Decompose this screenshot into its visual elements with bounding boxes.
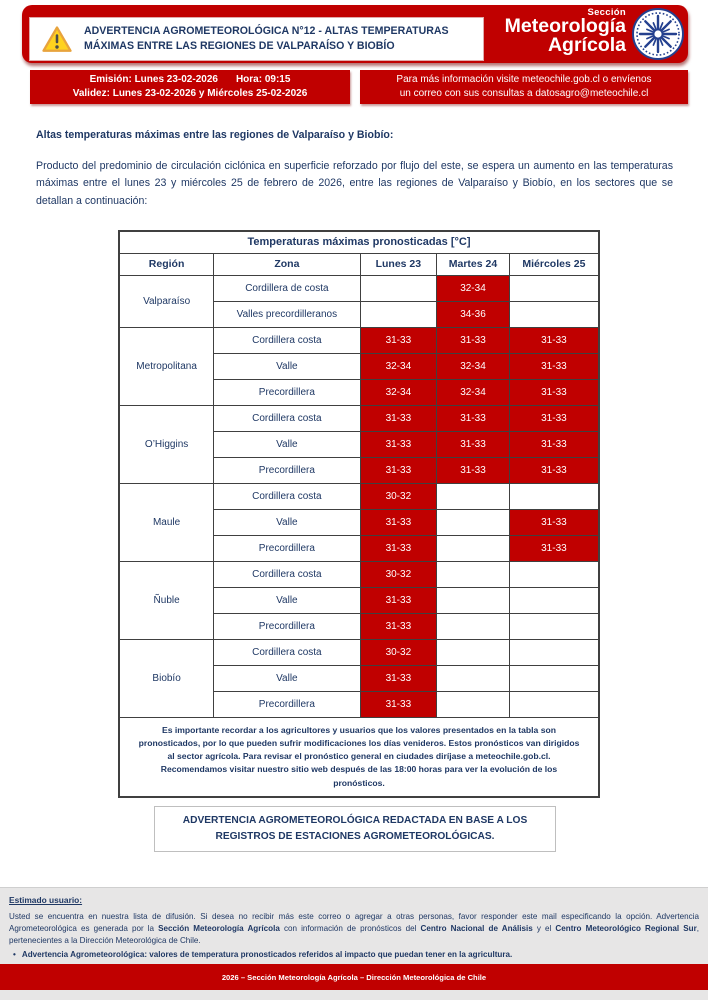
- col-header-martes: Martes 24: [437, 253, 510, 275]
- zona-cell: Valle: [214, 587, 360, 613]
- temp-cell: 31-33: [509, 431, 599, 457]
- footer-paragraph-part: , pertenecientes a la Dirección Meteorológica de Chile.: [9, 923, 700, 945]
- temp-cell: 31-33: [360, 457, 437, 483]
- header-banner: [22, 5, 688, 63]
- temp-cell: [509, 587, 599, 613]
- temp-cell: 32-34: [360, 353, 437, 379]
- emission-line: [30, 73, 350, 87]
- body-paragraph: Producto del predominio de circulación ciclónica en superficie reforzado por flujo del este, se espera un aumento en las temperaturas máximas entre el lunes 23 y miércoles 25 de febrero de 2026, entre las regiones de Valparaíso y Biobío, en los sectores que se detallan a continuación:: [36, 160, 673, 207]
- footer-bullet-item: [9, 950, 699, 959]
- advertencia-note-box: ADVERTENCIA AGROMETEOROLÓGICA REDACTADA EN BASE A LOS REGISTROS DE ESTACIONES AGROMETEOROLÓGICAS.: [154, 806, 556, 852]
- temp-cell: 32-34: [437, 353, 510, 379]
- contact-info-line1: Para más información visite meteochile.gob.cl o envíenos: [396, 74, 652, 85]
- contact-info-line2: un correo con sus consultas a datosagro@meteochile.cl: [399, 88, 649, 99]
- col-header-region: Región: [119, 253, 214, 275]
- zona-cell: Precordillera: [214, 379, 360, 405]
- table-row: [119, 405, 599, 431]
- region-cell: Maule: [119, 483, 214, 561]
- footer-bottom-bar: 2026 – Sección Meteorología Agrícola – Dirección Meteorológica de Chile: [0, 964, 708, 990]
- table-row: [119, 483, 599, 509]
- temp-cell: [437, 665, 510, 691]
- contact-info-bar: [360, 70, 688, 104]
- temp-cell: [437, 639, 510, 665]
- temp-cell: 31-33: [360, 665, 437, 691]
- page-title-line2: MÁXIMAS ENTRE LAS REGIONES DE VALPARAÍSO Y BIOBÍO: [84, 40, 395, 52]
- footer-paragraph-part: y el: [532, 923, 556, 933]
- footer-paragraph-bold: Centro Nacional de Análisis: [420, 923, 533, 933]
- table-row: [119, 275, 599, 301]
- validez-label: Validez: Lunes 23-02-2026 y Miércoles 25-02-2026: [72, 88, 308, 99]
- page-title-line1: ADVERTENCIA AGROMETEOROLÓGICA N°12 - ALTAS TEMPERATURAS: [84, 24, 449, 37]
- temp-cell: [509, 691, 599, 717]
- zona-cell: Valle: [214, 665, 360, 691]
- footer-paragraph-bold: Sección Meteorología Agrícola: [158, 923, 280, 933]
- zona-cell: Cordillera costa: [214, 483, 360, 509]
- temp-cell: 32-34: [360, 379, 437, 405]
- zona-cell: Precordillera: [214, 535, 360, 561]
- table-row: [119, 561, 599, 587]
- temp-cell: [509, 275, 599, 301]
- forecast-table: [118, 230, 600, 798]
- temp-cell: [509, 613, 599, 639]
- temp-cell: 31-33: [437, 327, 510, 353]
- temp-cell: [437, 613, 510, 639]
- zona-cell: Cordillera costa: [214, 405, 360, 431]
- temp-cell: 31-33: [360, 535, 437, 561]
- temp-cell: [509, 639, 599, 665]
- temp-cell: 31-33: [360, 509, 437, 535]
- zona-cell: Valle: [214, 353, 360, 379]
- temp-cell: [437, 483, 510, 509]
- temp-cell: 31-33: [509, 535, 599, 561]
- temp-cell: 30-32: [360, 561, 437, 587]
- bullet-icon: •: [13, 950, 16, 959]
- table-note-row: [119, 717, 599, 797]
- temp-cell: 31-33: [509, 353, 599, 379]
- dmc-logo-icon: [632, 8, 684, 60]
- header-title-box: [29, 17, 484, 61]
- temp-cell: 31-33: [509, 327, 599, 353]
- temp-cell: 31-33: [360, 613, 437, 639]
- footer-paragraph-bold: Centro Meteorológico Regional Sur: [555, 923, 697, 933]
- table-note: Es importante recordar a los agricultores y usuarios que los valores presentados en la tabla son pronosticados, por lo que pueden sufrir modificaciones los días venideros. Estos pronósticos van dirigidos al sector agrícola. Para revisar el pronóstico general en ciudades diríjase a meteochile.gob.cl. Recomendamos visitar nuestro sitio web después de las 18:00 horas para ver la evolución de los pronósticos.: [119, 717, 599, 797]
- temp-cell: [437, 587, 510, 613]
- zona-cell: Valles precordilleranos: [214, 301, 360, 327]
- table-row: [119, 639, 599, 665]
- temp-cell: 31-33: [360, 327, 437, 353]
- temp-cell: [360, 301, 437, 327]
- col-header-miercoles: Miércoles 25: [509, 253, 599, 275]
- temp-cell: 31-33: [437, 405, 510, 431]
- region-cell: Metropolitana: [119, 327, 214, 405]
- footer: [0, 887, 708, 1000]
- hora-label: Hora: 09:15: [235, 74, 291, 85]
- temp-cell: 31-33: [509, 405, 599, 431]
- page-title: [84, 24, 449, 55]
- temp-cell: 31-33: [509, 509, 599, 535]
- table-title-row: [119, 231, 599, 253]
- emision-label: Emisión: Lunes 23-02-2026: [89, 74, 218, 85]
- zona-cell: Valle: [214, 431, 360, 457]
- footer-disclaimer: [0, 887, 708, 964]
- region-cell: Valparaíso: [119, 275, 214, 327]
- zona-cell: Cordillera costa: [214, 327, 360, 353]
- brand-line2: Agrícola: [547, 34, 626, 57]
- table-row: [119, 327, 599, 353]
- col-header-lunes: Lunes 23: [360, 253, 437, 275]
- temp-cell: 31-33: [509, 379, 599, 405]
- zona-cell: Valle: [214, 509, 360, 535]
- footer-paragraph: [9, 911, 699, 947]
- temp-cell: [509, 483, 599, 509]
- temp-cell: 31-33: [437, 431, 510, 457]
- table-title: Temperaturas máximas pronosticadas [°C]: [119, 231, 599, 253]
- table-header-row: [119, 253, 599, 275]
- temp-cell: 34-36: [437, 301, 510, 327]
- zona-cell: Precordillera: [214, 457, 360, 483]
- brand-seccion: Sección: [587, 7, 626, 18]
- footer-bullet-text: Advertencia Agrometeorológica: valores de temperatura pronosticados referidos al impacto que puedan tener en la agricultura.: [21, 950, 513, 959]
- emission-bar: [30, 70, 350, 104]
- temp-cell: 32-34: [437, 379, 510, 405]
- temp-cell: 31-33: [360, 691, 437, 717]
- footer-paragraph-part: con información de pronósticos del: [279, 923, 421, 933]
- temp-cell: 31-33: [437, 457, 510, 483]
- temp-cell: 31-33: [360, 431, 437, 457]
- temp-cell: 31-33: [509, 457, 599, 483]
- temp-cell: [437, 561, 510, 587]
- body-heading: Altas temperaturas máximas entre las regiones de Valparaíso y Biobío:: [36, 129, 394, 141]
- temp-cell: [509, 561, 599, 587]
- temp-cell: [437, 509, 510, 535]
- brand-line1: Meteorología: [504, 15, 626, 38]
- temp-cell: 31-33: [360, 405, 437, 431]
- footer-paragraph-part: Usted se encuentra en nuestra lista de difusión. Si desea no recibir más este correo o agregar a otras personas, favor responder este mail especificando la opción. Advertencia Agrometeorológica es generada por la: [9, 911, 699, 933]
- temp-cell: [360, 275, 437, 301]
- temp-cell: 31-33: [360, 587, 437, 613]
- zona-cell: Precordillera: [214, 691, 360, 717]
- region-cell: Biobío: [119, 639, 214, 717]
- brand-block: [505, 8, 626, 56]
- footer-strip: [0, 990, 708, 1000]
- temp-cell: 30-32: [360, 639, 437, 665]
- warning-icon: [42, 26, 72, 53]
- zona-cell: Cordillera costa: [214, 561, 360, 587]
- region-cell: O’Higgins: [119, 405, 214, 483]
- temp-cell: [437, 691, 510, 717]
- temp-cell: 30-32: [360, 483, 437, 509]
- zona-cell: Cordillera costa: [214, 639, 360, 665]
- temp-cell: [437, 535, 510, 561]
- temp-cell: 32-34: [437, 275, 510, 301]
- zona-cell: Cordillera de costa: [214, 275, 360, 301]
- footer-greeting: Estimado usuario:: [9, 894, 83, 905]
- col-header-zona: Zona: [214, 253, 360, 275]
- zona-cell: Precordillera: [214, 613, 360, 639]
- region-cell: Ñuble: [119, 561, 214, 639]
- temp-cell: [509, 665, 599, 691]
- temp-cell: [509, 301, 599, 327]
